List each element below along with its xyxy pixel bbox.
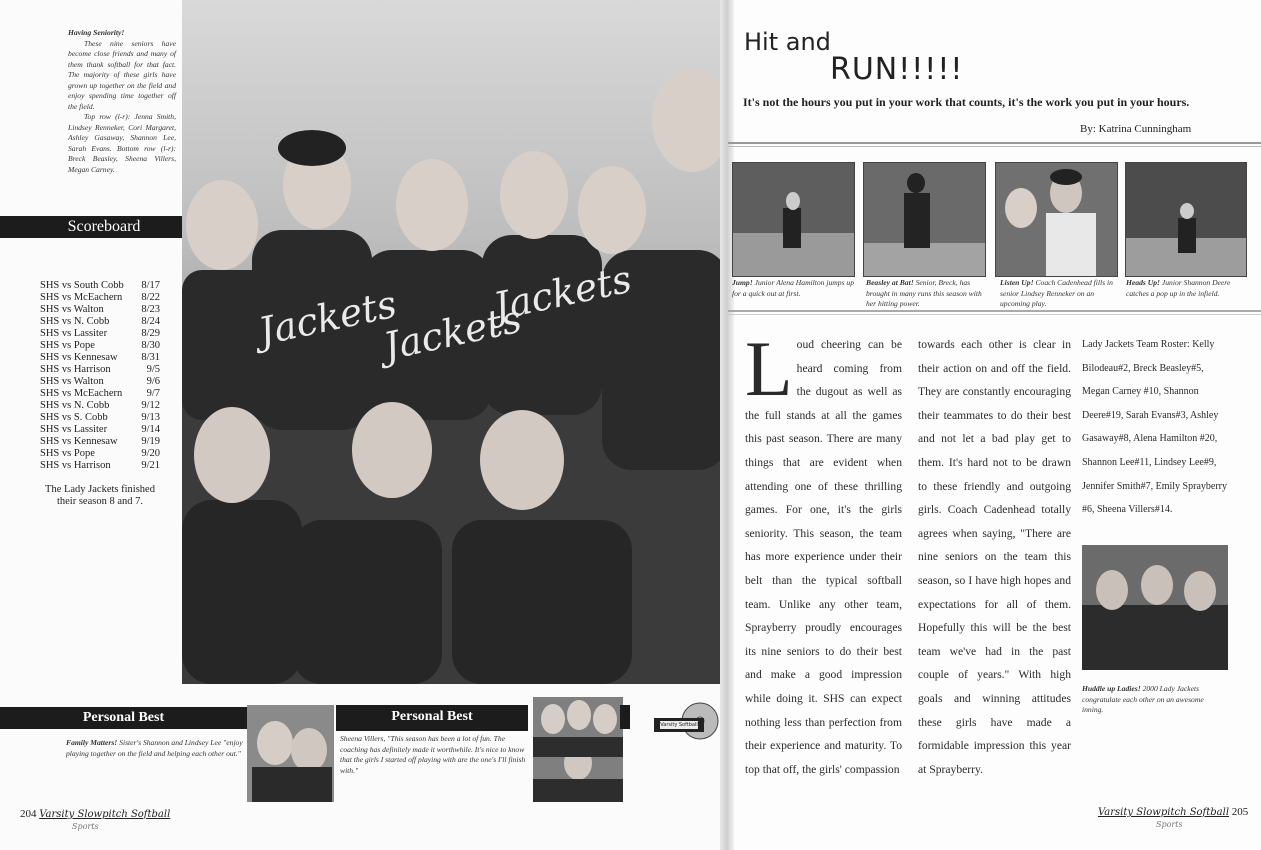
thumb-photo-4-image (1126, 163, 1246, 276)
svg-text:Jackets: Jackets (489, 256, 636, 329)
thumb-text-1: Junior Alena Hamilton jumps up for a quick out at first. (732, 278, 855, 298)
story-title-line2: RUN!!!!! (830, 52, 964, 87)
scoreboard-heading: Scoreboard (0, 216, 182, 238)
scoreboard-date: 8/22 (141, 292, 160, 303)
folio-title-left: Varsity Slowpitch Softball (39, 809, 171, 820)
scoreboard-game: SHS vs Kennesaw (40, 352, 118, 363)
scoreboard-row (40, 376, 160, 388)
folio-left (20, 808, 170, 832)
scoreboard-row (40, 340, 160, 352)
scoreboard-row (40, 436, 160, 448)
page-number-left: 204 (20, 808, 37, 820)
scoreboard-date: 8/24 (141, 316, 160, 327)
rule (728, 142, 1261, 144)
thumb-photo-1 (732, 162, 855, 277)
seniority-names: Top row (l-r): Jenna Smith, Lindsey Renneker, Cori Margaret, Ashley Gasaway, Shannon Lee, Sarah Evans. Bottom row (l-r): Breck Beasley, Sheena Villers, Megan Carney. (68, 112, 176, 174)
personal-best-quote-2: Sheena Villers, "This season has been a lot of fun. The coaching has definitely made it worthwhile. It's nice to know that the girls I started off playing with are the one's I'll finish with." (340, 734, 526, 775)
scoreboard-row (40, 280, 160, 292)
scoreboard-date: 9/12 (141, 400, 160, 411)
scoreboard-row (40, 388, 160, 400)
story-text-1: oud cheering can be heard coming from the dugout as well as the full stands at all the games this past season. There are many things that are evident when attending one of these thrilling games. For one, it's the girls seniority. This season, the team has more experience under their belt than the typical softball team. Unlike any other team, Sprayberry proudly encourages its nine seniors to do their best and make a good impression while doing it. SHS can expect nothing less than perfection from their experience and maturity. To top that off, the girls' compassion (745, 338, 902, 776)
scoreboard-date: 9/14 (141, 424, 160, 435)
scoreboard-game: SHS vs N. Cobb (40, 316, 110, 327)
scoreboard-row (40, 460, 160, 472)
scoreboard-date: 9/19 (141, 436, 160, 447)
scoreboard-game: SHS vs Lassiter (40, 328, 108, 339)
thumb-caption-1 (732, 278, 854, 299)
personal-best-text-1 (66, 738, 246, 759)
scoreboard-row (40, 364, 160, 376)
page-gutter (720, 0, 734, 850)
scoreboard-game: SHS vs Walton (40, 304, 104, 315)
story-title-line1: Hit and (744, 28, 831, 56)
scoreboard-date: 9/21 (141, 460, 160, 471)
thumb-photo-3-image (996, 163, 1117, 276)
huddle-photo-image (1082, 545, 1228, 670)
svg-text:Jackets: Jackets (379, 296, 526, 369)
scoreboard-game: SHS vs Pope (40, 340, 95, 351)
scoreboard-row (40, 448, 160, 460)
scoreboard-list (40, 280, 160, 472)
huddle-text: 2000 Lady Jackets congratulate each other on an awesome inning. (1082, 684, 1204, 714)
scoreboard-row (40, 304, 160, 316)
page-number-right: 205 (1231, 806, 1249, 818)
scoreboard-date: 9/13 (141, 412, 160, 423)
thumb-photo-4 (1125, 162, 1247, 277)
scoreboard-date: 9/5 (146, 364, 160, 375)
scoreboard-row (40, 400, 160, 412)
thumb-photo-1-image (733, 163, 854, 276)
scoreboard-row (40, 424, 160, 436)
huddle-caption (1082, 684, 1222, 716)
cd-icon (652, 696, 720, 742)
scoreboard-game: SHS vs South Cobb (40, 280, 124, 291)
scoreboard-date: 8/29 (141, 328, 160, 339)
huddle-photo (1082, 545, 1228, 670)
scoreboard-game: SHS vs Pope (40, 448, 95, 459)
story-column-1 (745, 325, 902, 781)
team-roster: Lady Jackets Team Roster: Kelly Bilodeau#2, Breck Beasley#5, Megan Carney #10, Shannon Deere#19, Sarah Evans#3, Ashley Gasaway#8, Alena Hamilton #20, Shannon Lee#11, Lindsey Lee#9, Jennifer Smith#7, Emily Sprayberry #6, Sheena Villers#14. (1082, 339, 1227, 516)
thumb-photo-3 (995, 162, 1118, 277)
thumb-caption-3 (1000, 278, 1122, 310)
seniority-caption (68, 28, 176, 175)
scoreboard-row (40, 412, 160, 424)
thumb-heading-1: Jump! (732, 278, 753, 287)
thumb-heading-3: Listen Up! (1000, 278, 1034, 287)
sisters-photo-image (247, 705, 334, 802)
scoreboard-game: SHS vs Walton (40, 376, 104, 387)
folio-section-left: Sports (72, 822, 99, 831)
thumb-heading-4: Heads Up! (1126, 278, 1160, 287)
personal-best-bar-end (620, 705, 630, 729)
scoreboard-row (40, 292, 160, 304)
folio-right (1098, 806, 1248, 830)
scoreboard-date: 9/6 (146, 376, 160, 387)
byline: By: Katrina Cunningham (1080, 123, 1192, 135)
team-photo-image (182, 0, 728, 684)
story-quote: It's not the hours you put in your work that counts, it's the work you put in your hours. (743, 95, 1190, 109)
scoreboard-game: SHS vs McEachern (40, 292, 123, 303)
personal-best-heading-1: Personal Best (0, 707, 247, 729)
rule (728, 146, 1261, 147)
season-note: The Lady Jackets finished their season 8 and 7. (45, 484, 155, 507)
thumb-text-2: Senior, Breck, has brought in many runs this season with her hitting power. (866, 278, 982, 308)
seniority-heading: Having Seniority! (68, 28, 125, 37)
seniority-text: These nine seniors have become close friends and many of them thank softball for that fact. The majority of these girls have grown up together on the field and enjoy spending time together off the field. (68, 38, 176, 111)
story-column-2: towards each other is clear in their action on and off the field. They are constantly encouraging their teammates to do their best and not let a bad play get to them. It's hard not to be drawn to these friendly and outgoing girls. Coach Cadenhead totally agrees when saying, "There are nine seniors on the team this season, so I have high hopes and expectations for all of them. Hopefully this will be the best team we've had in the past couple of years." With high goals and winning attitudes these girls have made a formidable impression this year at Sprayberry. (918, 338, 1071, 776)
svg-text:Jackets: Jackets (254, 281, 401, 354)
cd-label: Varsity Softball (660, 722, 698, 728)
scoreboard-game: SHS vs Kennesaw (40, 436, 118, 447)
rule (728, 314, 1261, 315)
scoreboard-game: SHS vs McEachern (40, 388, 123, 399)
thumb-photo-2 (863, 162, 986, 277)
cd-logo (652, 696, 720, 742)
scoreboard-game: SHS vs Harrison (40, 460, 111, 471)
scoreboard-row (40, 328, 160, 340)
personal-best-subheading-1: Family Matters! (66, 738, 118, 747)
thumb-caption-4 (1126, 278, 1248, 299)
scoreboard-date: 8/31 (141, 352, 160, 363)
thumb-heading-2: Beasley at Bat! (866, 278, 914, 287)
huddle-heading: Huddle up Ladies! (1082, 684, 1141, 693)
scoreboard-game: SHS vs N. Cobb (40, 400, 110, 411)
thumb-text-3: Coach Cadenhead fills in senior Lindsey Renneker on an upcoming play. (1000, 278, 1113, 308)
scoreboard-game: SHS vs Harrison (40, 364, 111, 375)
thumb-photo-2-image (864, 163, 985, 276)
scoreboard-game: SHS vs S. Cobb (40, 412, 108, 423)
thumb-text-4: Junior Shannon Deere catches a pop up in the infield. (1126, 278, 1231, 298)
personal-best-heading-2: Personal Best (336, 705, 528, 731)
team-photo (182, 0, 728, 684)
personal-best-quote-1: Sister's Shannon and Lindsey Lee "enjoy playing together on the field and helping each other out." (66, 738, 243, 758)
drop-cap: L (745, 325, 793, 412)
scoreboard-row (40, 316, 160, 328)
scoreboard-date: 8/23 (141, 304, 160, 315)
scoreboard-date: 8/17 (141, 280, 160, 291)
scoreboard-date: 9/7 (146, 388, 160, 399)
sisters-photo (247, 705, 334, 802)
rule (728, 310, 1261, 312)
villers-photo (533, 697, 623, 802)
folio-section-right: Sports (1156, 820, 1183, 829)
thumb-caption-2 (866, 278, 988, 310)
folio-title-right: Varsity Slowpitch Softball (1098, 807, 1230, 818)
scoreboard-row (40, 352, 160, 364)
scoreboard-date: 9/20 (141, 448, 160, 459)
scoreboard-date: 8/30 (141, 340, 160, 351)
scoreboard-game: SHS vs Lassiter (40, 424, 108, 435)
villers-photo-image (533, 697, 623, 802)
